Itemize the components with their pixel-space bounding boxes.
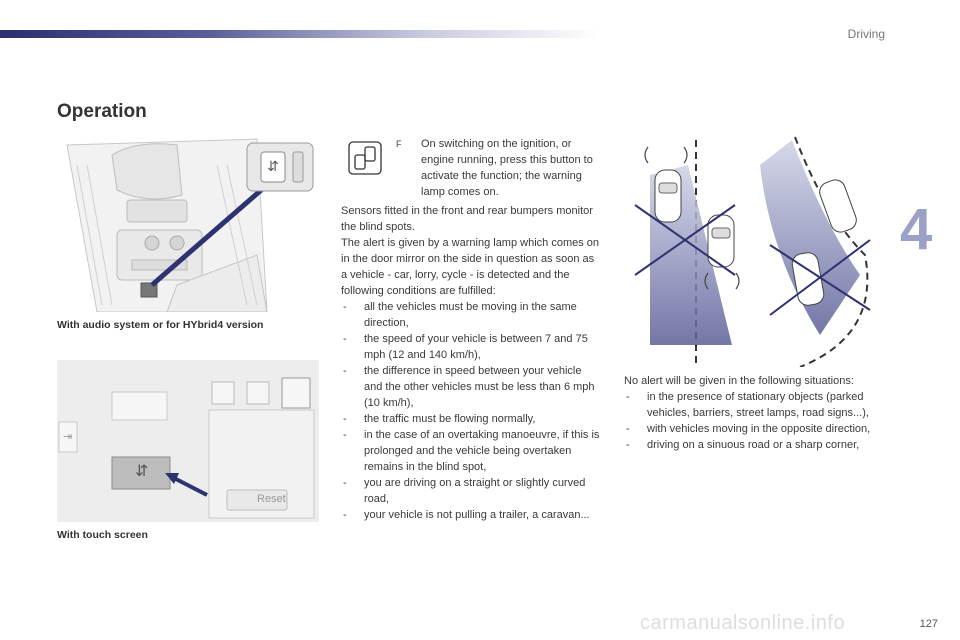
no-alert-situations-illustration: [620, 135, 895, 367]
list-item: - you are driving on a straight or slightly curved road,: [341, 475, 601, 507]
situations-list: [624, 389, 894, 453]
blind-spot-touch-button[interactable]: ⇵: [135, 463, 149, 480]
alert-description: The alert is given by a warning lamp which comes on in the door mirror on the side in question as soon as a vehicle - car, lorry, cycle - is detected and the following conditions are fulfilled:: [341, 237, 600, 297]
caption-audio-system: With audio system or for HYbrid4 version: [57, 319, 264, 331]
blind-spot-button-icon: [348, 141, 382, 175]
dashboard-console-illustration: [57, 135, 319, 312]
list-item: - with vehicles moving in the opposite direction,: [624, 421, 894, 437]
list-item: - driving on a sinuous road or a sharp corner,: [624, 437, 894, 453]
touch-screen-illustration: [57, 360, 319, 522]
menu-icon[interactable]: ⇥: [63, 431, 73, 443]
list-item: - your vehicle is not pulling a trailer, a caravan...: [341, 507, 601, 523]
list-item: - the speed of your vehicle is between 7 and 75 mph (12 and 140 km/h),: [341, 331, 601, 363]
conditions-list: [341, 299, 601, 523]
page-heading: Operation: [57, 101, 147, 122]
instruction-marker: F: [396, 139, 402, 149]
list-item: - the traffic must be flowing normally,: [341, 411, 601, 427]
instruction-text: On switching on the ignition, or engine running, press this button to activate the function; the warning lamp comes on.: [421, 138, 593, 198]
caption-touch-screen: With touch screen: [57, 529, 148, 541]
section-title: Driving: [847, 27, 885, 41]
reset-button[interactable]: Reset: [257, 493, 286, 505]
chapter-number: 4: [900, 197, 933, 262]
header-bar: [0, 30, 600, 38]
instruction-note: [396, 136, 602, 200]
list-item: - in the case of an overtaking manoeuvre, if this is prolonged and the vehicle being overtaken remains in the blind spot,: [341, 427, 601, 475]
list-item: - the difference in speed between your vehicle and the other vehicles must be less than 6 mph (10 km/h),: [341, 363, 601, 411]
svg-text:⇵: ⇵: [267, 159, 279, 175]
page-number: 127: [919, 618, 938, 630]
footer-watermark: carmanualsonline.info: [640, 612, 846, 634]
no-alert-column: [624, 373, 894, 453]
car-icon: [655, 170, 681, 222]
list-item: - in the presence of stationary objects (parked vehicles, barriers, street lamps, road signs...),: [624, 389, 894, 421]
sensors-intro: Sensors fitted in the front and rear bumpers monitor the blind spots.: [341, 205, 593, 233]
no-alert-intro: No alert will be given in the following situations:: [624, 375, 854, 387]
list-item: - all the vehicles must be moving in the same direction,: [341, 299, 601, 331]
conditions-column: [341, 203, 601, 523]
